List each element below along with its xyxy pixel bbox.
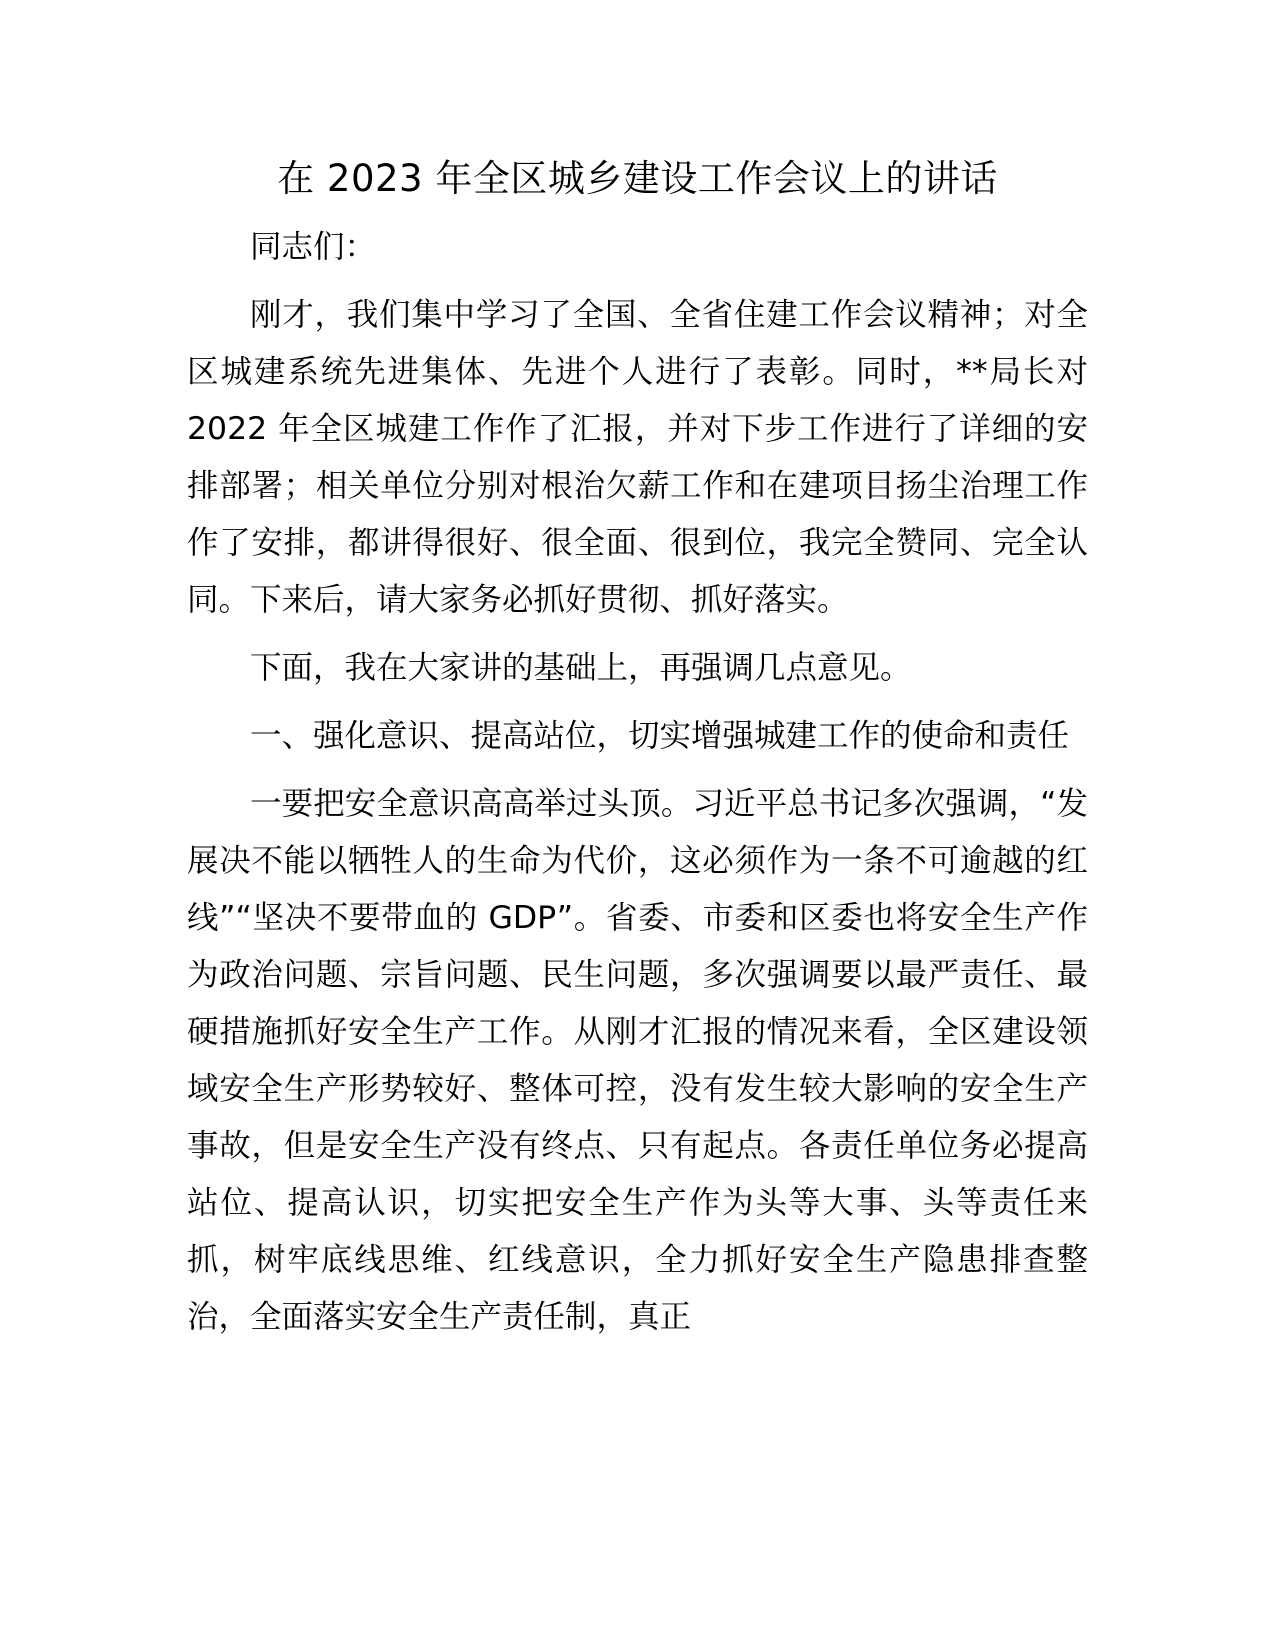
greeting: 同志们： [250,229,377,265]
document-title: 在 2023 年全区城乡建设工作会议上的讲话 [277,157,998,200]
section-heading: 一、强化意识、提高站位，切实增强城建工作的使命和责任 [250,718,1070,754]
paragraph-safety: 一要把安全意识高高举过头顶。习近平总书记多次强调，“发展决不能以牺牲人的生命为代价，这必须作为一条不可逾越的红线”“坚决不要带血的 GDP”。省委、市委和区委也将安全生产作为政治问题、宗旨问题、民生问题，多次强调要以最严责任、最硬措施抓好安全生产工作。从刚才汇报的情况来看，全区建设领域安全生产形势较好、整体可控，没有发生较大影响的安全生产事故，但是安全生产没有终点、只有起点。各责任单位务必提高站位、提高认识，切实把安全生产作为头等大事、头等责任来抓，树牢底线思维、红线意识，全力抓好安全生产隐患排查整治，全面落实安全生产责任制，真正 [187,786,1088,1335]
document-body [187,150,1088,1346]
paragraph-transition: 下面，我在大家讲的基础上，再强调几点意见。 [250,650,912,686]
paragraph-opening: 刚才，我们集中学习了全国、全省住建工作会议精神；对全区城建系统先进集体、先进个人进行了表彰。同时，**局长对 2022 年全区城建工作作了汇报，并对下步工作进行了详细的安排部署；相关单位分别对根治欠薪工作和在建项目扬尘治理工作作了安排，都讲得很好、很全面、很到位，我完全赞同、完全认同。下来后，请大家务必抓好贯彻、抓好落实。 [187,297,1088,618]
